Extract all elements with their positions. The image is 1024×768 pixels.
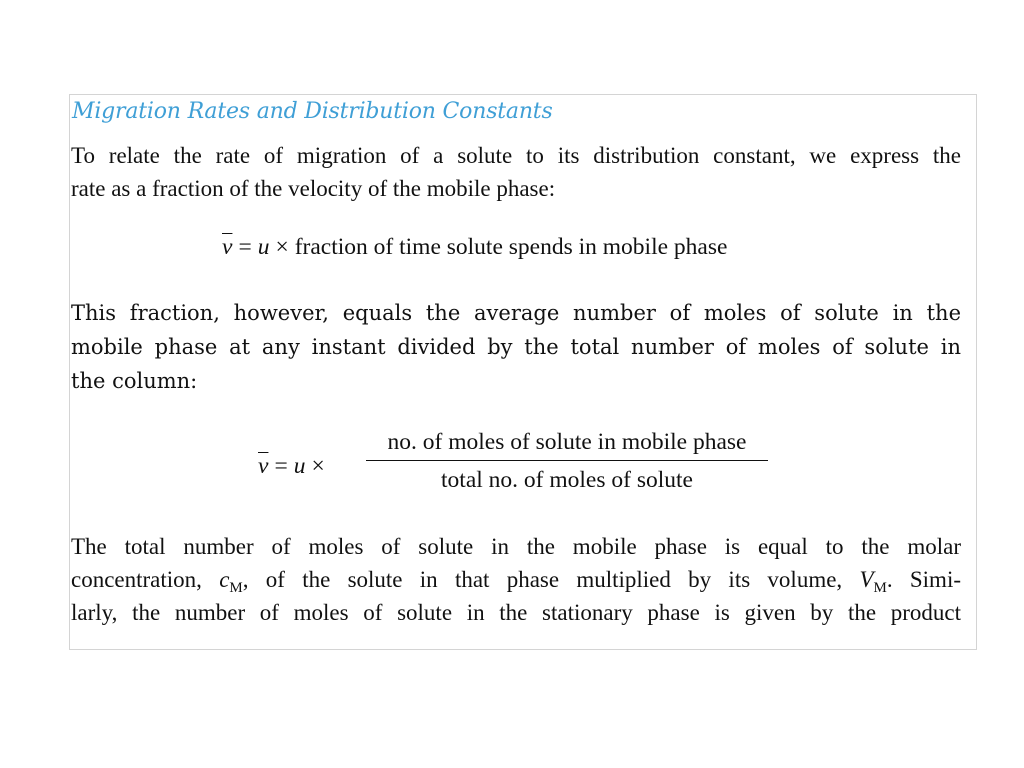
- paragraph-fraction: [71, 296, 961, 398]
- equation-rhs: fraction of time solute spends in mobile phase: [294, 234, 728, 260]
- paragraph-line: rate as a fraction of the velocity of the mobile phase:: [71, 176, 556, 201]
- equation-lhs-v-bar: $\overline{v}$: [258, 453, 269, 479]
- text-run: , of the solute in that phase multiplied by its volume,: [242, 567, 860, 592]
- equals-sign: =: [274, 453, 288, 479]
- equals-sign: =: [238, 234, 252, 260]
- subscript-m: M: [873, 580, 887, 596]
- fraction: [366, 426, 768, 495]
- paragraph-line: larly, the number of moles of solute in the stationary phase is given by the product: [71, 600, 961, 625]
- text-run: . Simi-: [886, 567, 962, 592]
- paragraph-line: the column:: [71, 369, 198, 393]
- paragraph-line: The total number of moles of solute in the mobile phase is equal to the molar: [71, 534, 961, 559]
- paragraph-intro: [71, 139, 961, 205]
- fraction-numerator: no. of moles of solute in mobile phase: [387, 429, 747, 455]
- equation-factor-u: u: [257, 234, 270, 260]
- equation-lhs: [258, 453, 331, 480]
- symbol-v: V: [859, 567, 874, 592]
- text-run: concentration,: [71, 567, 220, 592]
- paragraph-line: mobile phase at any instant divided by the total number of moles of solute in: [71, 335, 961, 359]
- paragraph-line: This fraction, however, equals the average number of moles of solute in the: [71, 301, 961, 325]
- paragraph-line: [71, 563, 961, 596]
- paragraph-line: To relate the rate of migration of a solute to its distribution constant, we express the: [71, 143, 961, 168]
- equation-factor-u: u: [293, 453, 306, 479]
- equation-velocity-fraction: [222, 234, 727, 261]
- subscript-m: M: [229, 580, 243, 596]
- fraction-denominator: total no. of moles of solute: [441, 467, 693, 493]
- equation-lhs-v-bar: $\overline{v}$: [222, 234, 233, 260]
- symbol-c: c: [219, 567, 230, 592]
- times-sign: ×: [275, 234, 289, 260]
- section-heading: Migration Rates and Distribution Constants: [72, 99, 553, 124]
- times-sign: ×: [311, 453, 325, 479]
- paragraph-concentration: [71, 530, 961, 629]
